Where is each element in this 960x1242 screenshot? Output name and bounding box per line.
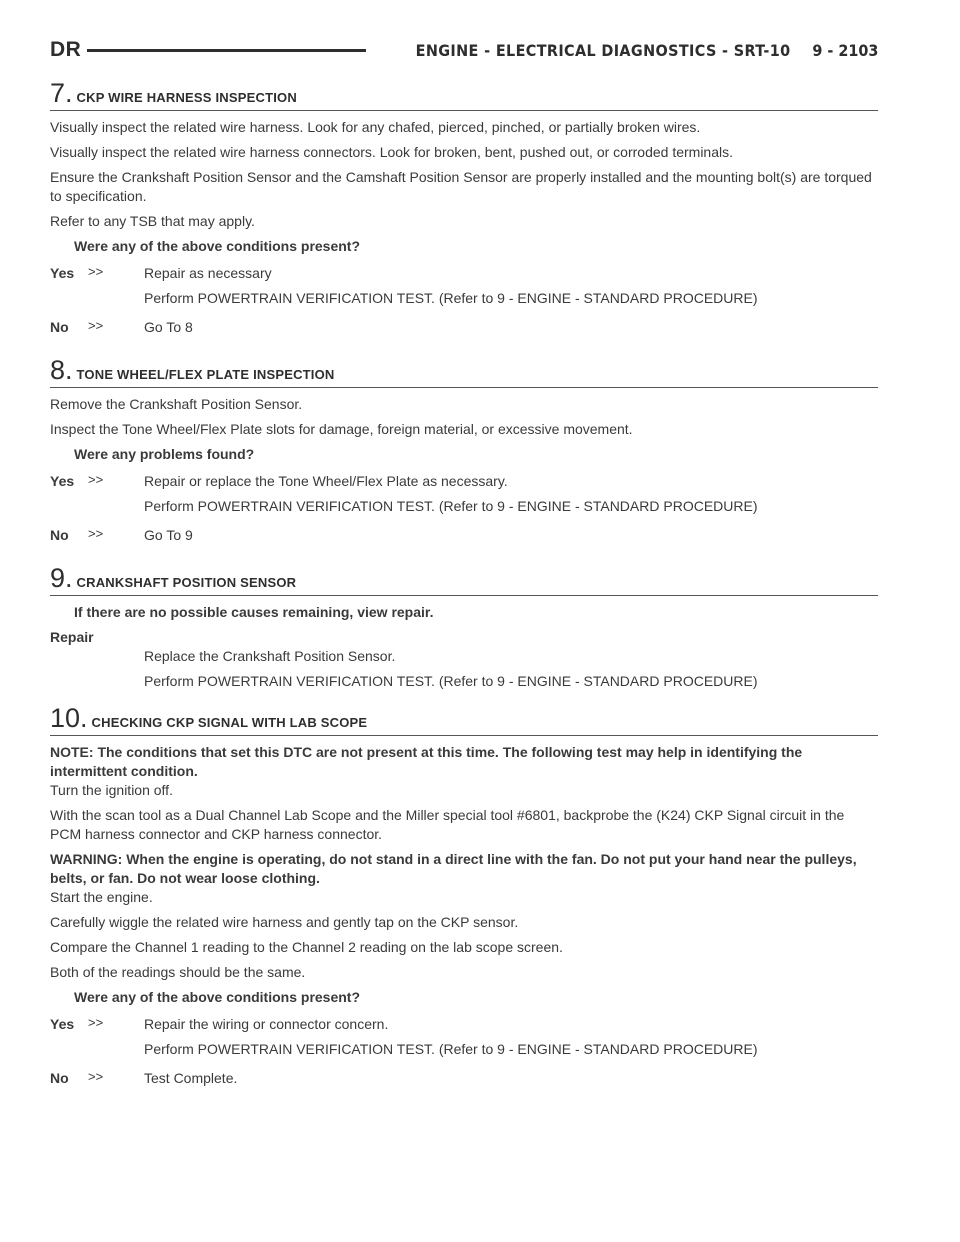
section-7-step-4: Refer to any TSB that may apply. — [50, 213, 255, 229]
yes-action-1: Repair as necessary — [144, 265, 272, 281]
section-7-title: CKP WIRE HARNESS INSPECTION — [76, 90, 297, 105]
no-action-1: Test Complete. — [144, 1070, 238, 1086]
repair-label: Repair — [50, 629, 94, 645]
section-10-step-3: Start the engine. — [50, 889, 153, 905]
section-10-no-answer — [50, 1069, 878, 1094]
repair-actions — [50, 647, 878, 691]
arrow-marker: >> — [88, 264, 104, 279]
header-model: DR — [50, 38, 82, 61]
header-title: ENGINE - ELECTRICAL DIAGNOSTICS - SRT-10 — [415, 40, 791, 60]
section-8-number: 8. — [50, 355, 73, 385]
section-8-question: Were any problems found? — [74, 446, 255, 462]
section-10-step-2: With the scan tool as a Dual Channel Lab Scope and the Miller special tool #6801, backprobe the (K24) CKP Signal circuit in the PCM harness connector and CKP harness connector. — [50, 807, 845, 842]
section-10-step-4: Carefully wiggle the related wire harness and gently tap on the CKP sensor. — [50, 914, 519, 930]
header-page-number: 9 - 2103 — [811, 40, 878, 60]
section-8-title: TONE WHEEL/FLEX PLATE INSPECTION — [76, 367, 335, 382]
section-8-step-2: Inspect the Tone Wheel/Flex Plate slots for damage, foreign material, or excessive movement. — [50, 421, 633, 437]
yes-label: Yes — [50, 265, 75, 281]
section-8-yes-answer — [50, 472, 878, 522]
section-8-heading — [50, 357, 878, 388]
arrow-marker: >> — [88, 318, 104, 333]
arrow-marker: >> — [88, 1015, 104, 1030]
repair-action-1: Replace the Crankshaft Position Sensor. — [144, 648, 396, 664]
section-10-question: Were any of the above conditions present? — [74, 989, 361, 1005]
section-10-step-5: Compare the Channel 1 reading to the Channel 2 reading on the lab scope screen. — [50, 939, 563, 955]
yes-action-2: Perform POWERTRAIN VERIFICATION TEST. (Refer to 9 - ENGINE - STANDARD PROCEDURE) — [144, 498, 758, 514]
section-7-no-answer — [50, 318, 878, 343]
section-10-title: CHECKING CKP SIGNAL WITH LAB SCOPE — [91, 715, 368, 730]
no-label: No — [50, 319, 69, 335]
section-7-step-1: Visually inspect the related wire harness. Look for any chafed, pierced, pinched, or partially broken wires. — [50, 119, 701, 135]
no-label: No — [50, 527, 69, 543]
manual-page — [50, 34, 878, 1098]
section-8-no-answer — [50, 526, 878, 551]
section-9-title: CRANKSHAFT POSITION SENSOR — [76, 575, 297, 590]
section-10-yes-answer — [50, 1015, 878, 1065]
section-7-question: Were any of the above conditions present? — [74, 238, 361, 254]
no-action-1: Go To 9 — [144, 527, 193, 543]
section-10-heading — [50, 705, 878, 736]
yes-action-2: Perform POWERTRAIN VERIFICATION TEST. (Refer to 9 - ENGINE - STANDARD PROCEDURE) — [144, 290, 758, 306]
yes-label: Yes — [50, 473, 75, 489]
section-9 — [50, 565, 878, 691]
section-7-yes-answer — [50, 264, 878, 314]
section-10-number: 10. — [50, 703, 88, 733]
section-7-heading — [50, 80, 878, 111]
yes-action-1: Repair the wiring or connector concern. — [144, 1016, 389, 1032]
repair-action-2: Perform POWERTRAIN VERIFICATION TEST. (Refer to 9 - ENGINE - STANDARD PROCEDURE) — [144, 673, 758, 689]
section-10-note: NOTE: The conditions that set this DTC are not present at this time. The following test may help in identifying the intermittent condition. — [50, 744, 803, 779]
section-10-step-6: Both of the readings should be the same. — [50, 964, 306, 980]
page-header — [50, 34, 878, 66]
yes-action-2: Perform POWERTRAIN VERIFICATION TEST. (Refer to 9 - ENGINE - STANDARD PROCEDURE) — [144, 1041, 758, 1057]
arrow-marker: >> — [88, 526, 104, 541]
yes-action-1: Repair or replace the Tone Wheel/Flex Plate as necessary. — [144, 473, 508, 489]
section-7-number: 7. — [50, 78, 73, 108]
section-7 — [50, 80, 878, 343]
no-label: No — [50, 1070, 69, 1086]
section-10-warning: WARNING: When the engine is operating, do not stand in a direct line with the fan. Do not put your hand near the pulleys, belts, or fan. Do not wear loose clothing. — [50, 851, 857, 886]
section-9-heading — [50, 565, 878, 596]
section-7-step-2: Visually inspect the related wire harness connectors. Look for broken, bent, pushed out, or corroded terminals. — [50, 144, 734, 160]
header-rule — [87, 49, 366, 52]
arrow-marker: >> — [88, 1069, 104, 1084]
section-10-step-1: Turn the ignition off. — [50, 782, 173, 798]
yes-label: Yes — [50, 1016, 75, 1032]
section-7-step-3: Ensure the Crankshaft Position Sensor and the Camshaft Position Sensor are properly installed and the mounting bolt(s) are torqued to specification. — [50, 169, 872, 204]
section-8 — [50, 357, 878, 551]
section-10 — [50, 705, 878, 1094]
section-8-step-1: Remove the Crankshaft Position Sensor. — [50, 396, 303, 412]
arrow-marker: >> — [88, 472, 104, 487]
section-9-number: 9. — [50, 563, 73, 593]
no-action-1: Go To 8 — [144, 319, 193, 335]
section-9-instruction: If there are no possible causes remaining, view repair. — [74, 604, 434, 620]
